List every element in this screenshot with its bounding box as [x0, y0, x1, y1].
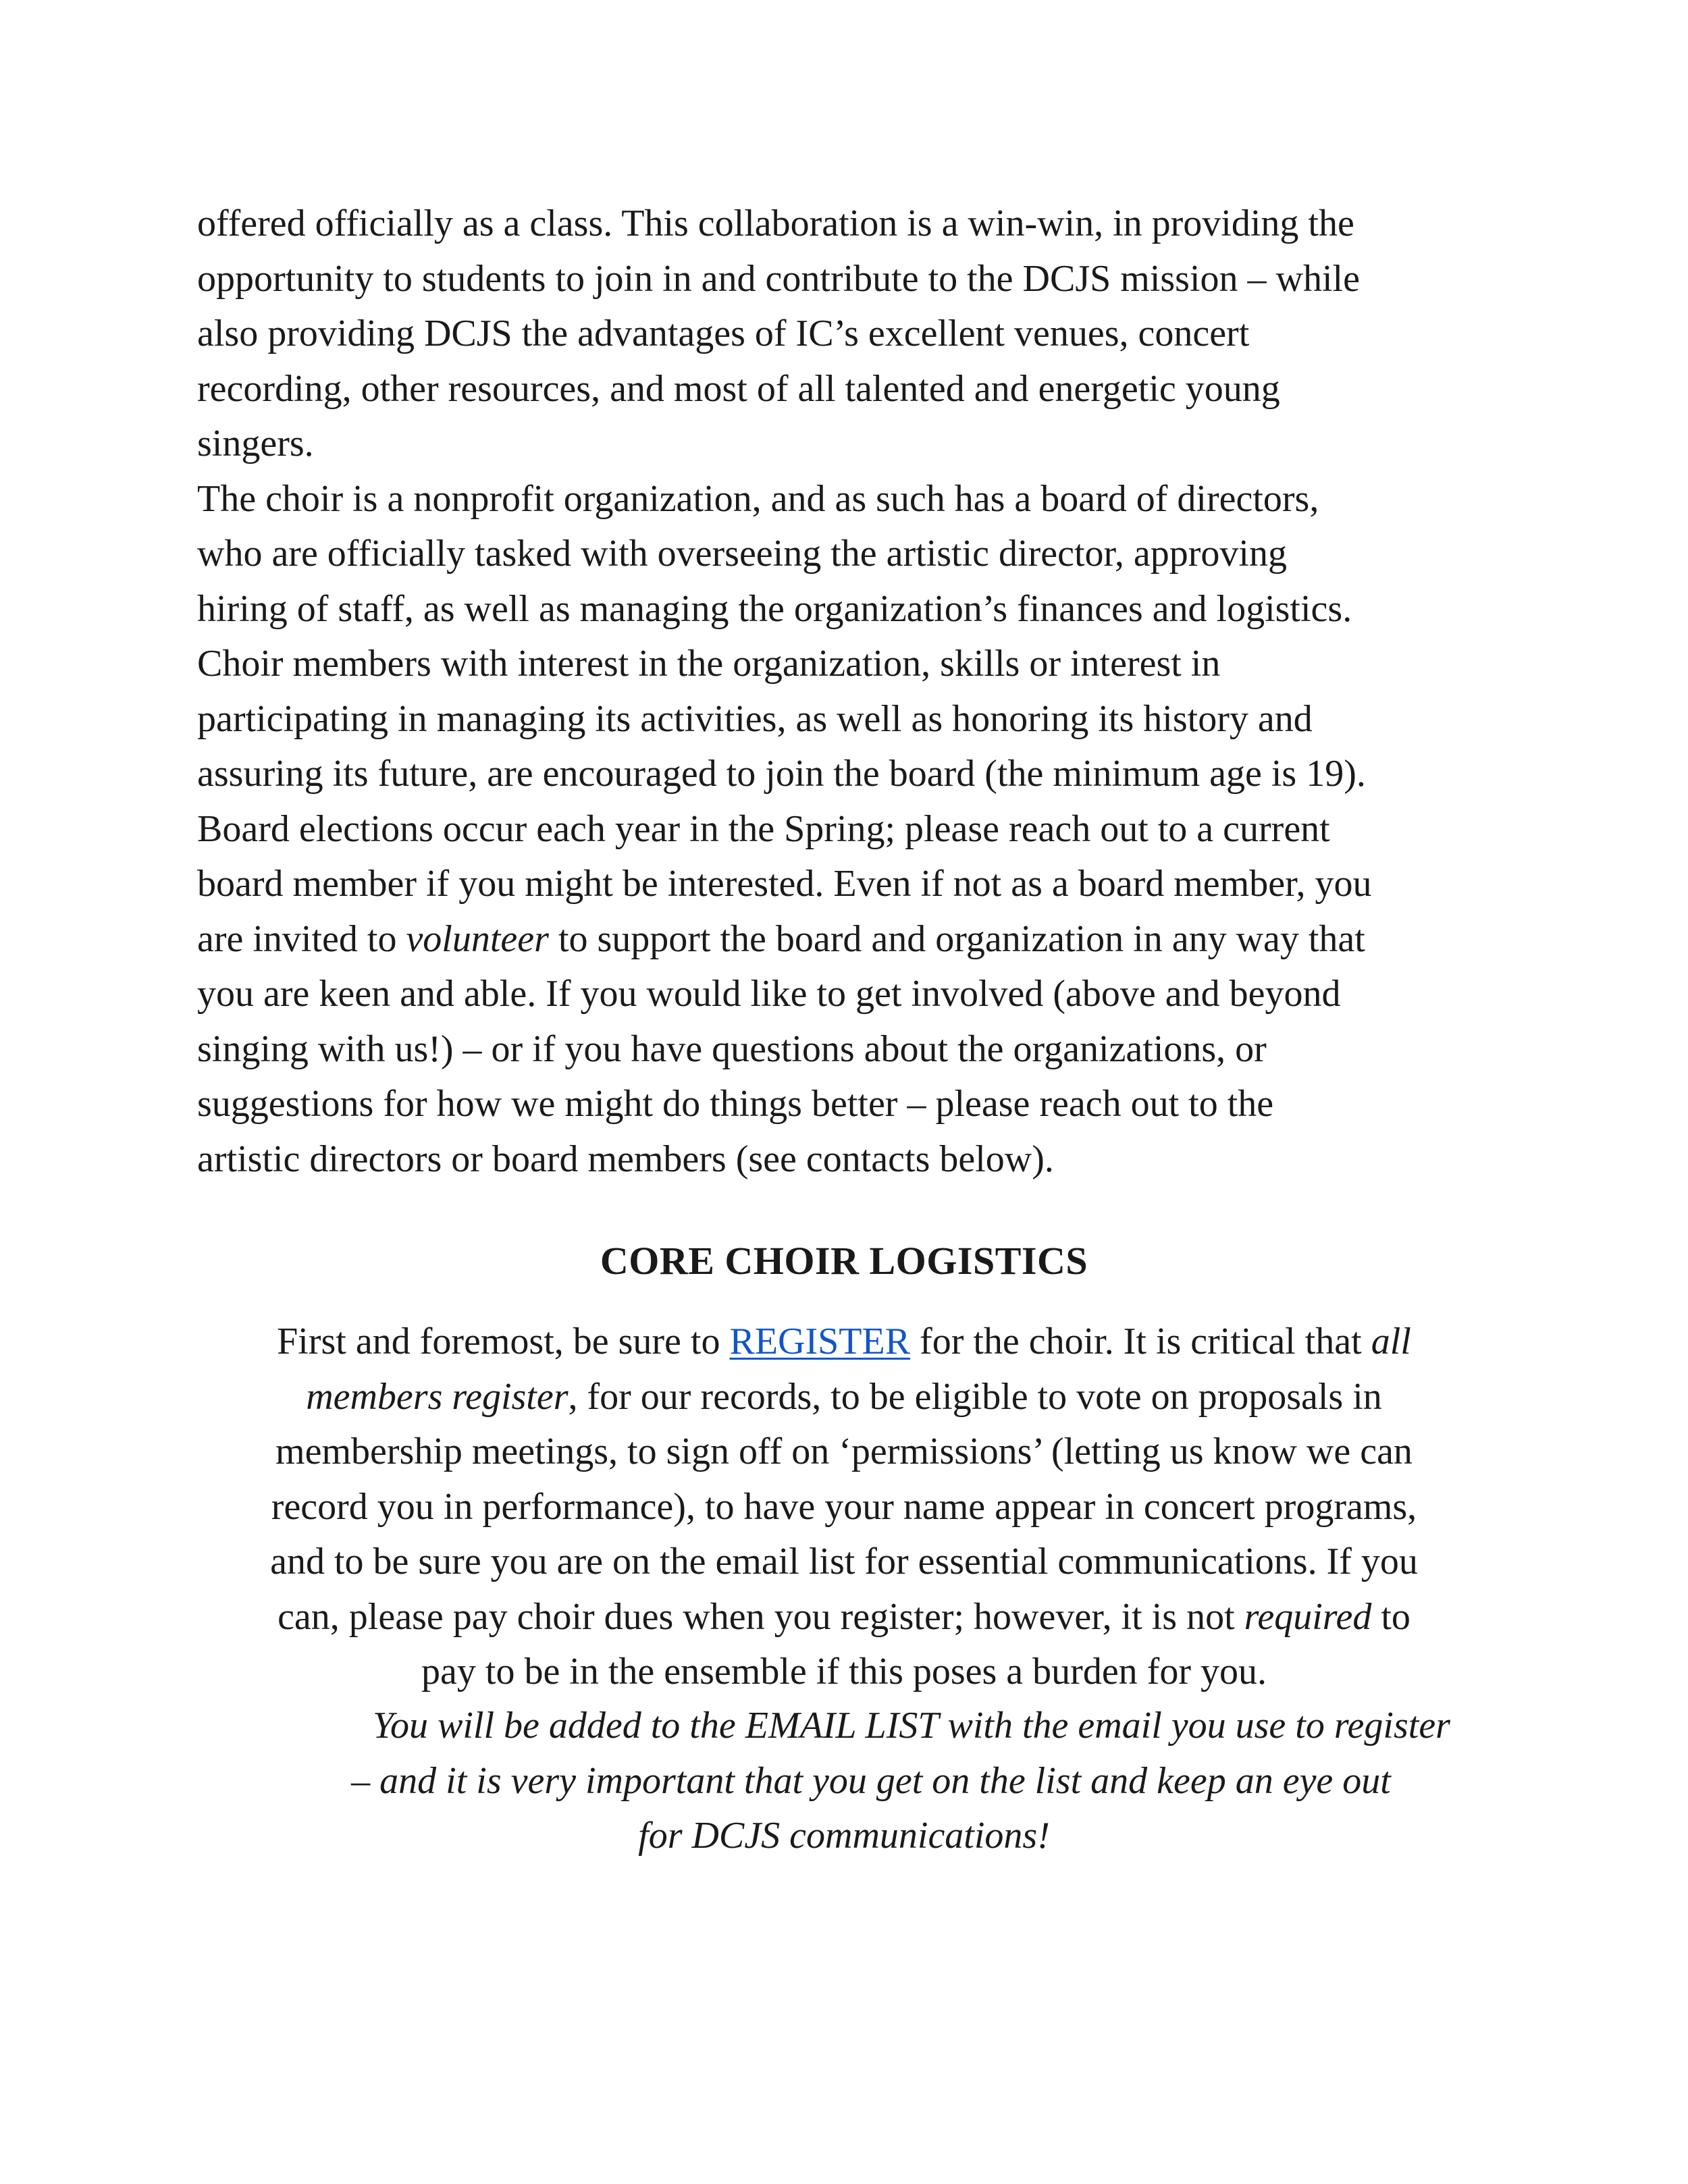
required-emphasis: required	[1244, 1595, 1372, 1638]
logistics-line: pay to be in the ensemble if this poses a burden for you.	[421, 1651, 1267, 1693]
text-run: First and foremost, be sure to	[277, 1321, 730, 1362]
body-paragraphs	[197, 196, 1521, 1187]
paragraph2-line: participating in managing its activities, as well as honoring its history and	[197, 697, 1313, 740]
paragraph2-line: artistic directors or board members (see contacts below).	[197, 1138, 1054, 1180]
text-run: to support the board and organization in any way that	[548, 917, 1365, 960]
register-link[interactable]: REGISTER	[729, 1321, 911, 1362]
email-list-note	[0, 1699, 1688, 1864]
members-register-emphasis: members register	[306, 1375, 569, 1418]
note-line: for DCJS communications!	[638, 1815, 1050, 1857]
text-run: for the choir. It is critical that	[910, 1321, 1371, 1362]
paragraph2-line: you are keen and able. If you would like to get involved (above and beyond	[197, 973, 1341, 1015]
note-line: – and it is very important that you get on the list and keep an eye out	[351, 1759, 1391, 1802]
paragraph2-line: singing with us!) – or if you have questions about the organizations, or	[197, 1028, 1267, 1070]
paragraph2-line: Choir members with interest in the organization, skills or interest in	[197, 643, 1221, 685]
text-run: are invited to	[197, 917, 406, 960]
paragraph2-line: suggestions for how we might do things better – please reach out to the	[197, 1083, 1274, 1125]
paragraph2-line: hiring of staff, as well as managing the organization’s finances and logistics.	[197, 587, 1352, 630]
paragraph1-line: singers.	[197, 423, 314, 464]
paragraph1-line: offered officially as a class. This collaboration is a win-win, in providing the	[197, 203, 1354, 244]
paragraph2-line: board member if you might be interested. Even if not as a board member, you	[197, 863, 1372, 905]
text-run: , for our records, to be eligible to vote on proposals in	[568, 1375, 1382, 1418]
paragraph1-line: recording, other resources, and most of all talented and energetic young	[197, 367, 1280, 410]
logistics-line: membership meetings, to sign off on ‘permissions’ (letting us know we can	[275, 1431, 1413, 1472]
paragraph2-line: The choir is a nonprofit organization, and as such has a board of directors,	[197, 477, 1319, 520]
all-emphasis: all	[1371, 1321, 1411, 1362]
paragraph1-line: opportunity to students to join in and contribute to the DCJS mission – while	[197, 257, 1360, 300]
volunteer-emphasis: volunteer	[406, 917, 549, 960]
note-line: You will be added to the EMAIL LIST with the email you use to register	[373, 1705, 1450, 1747]
paragraph2-line	[197, 912, 1521, 967]
paragraph2-line: who are officially tasked with overseeing the artistic director, approving	[197, 533, 1287, 575]
logistics-paragraph	[0, 1314, 1688, 1700]
text-run: can, please pay choir dues when you register; however, it is not	[278, 1595, 1244, 1638]
logistics-line: record you in performance), to have your name appear in concert programs,	[271, 1485, 1417, 1528]
logistics-line	[0, 1314, 1688, 1370]
paragraph1-line: also providing DCJS the advantages of IC’s excellent venues, concert	[197, 313, 1250, 354]
logistics-line: and to be sure you are on the email list for essential communications. If you	[270, 1541, 1418, 1582]
logistics-line	[0, 1370, 1688, 1425]
logistics-line	[0, 1590, 1688, 1645]
text-run: to	[1371, 1595, 1410, 1638]
section-heading: CORE CHOIR LOGISTICS	[600, 1239, 1088, 1283]
paragraph2-line: Board elections occur each year in the Spring; please reach out to a current	[197, 807, 1330, 850]
paragraph2-line: assuring its future, are encouraged to join the board (the minimum age is 19).	[197, 753, 1366, 795]
